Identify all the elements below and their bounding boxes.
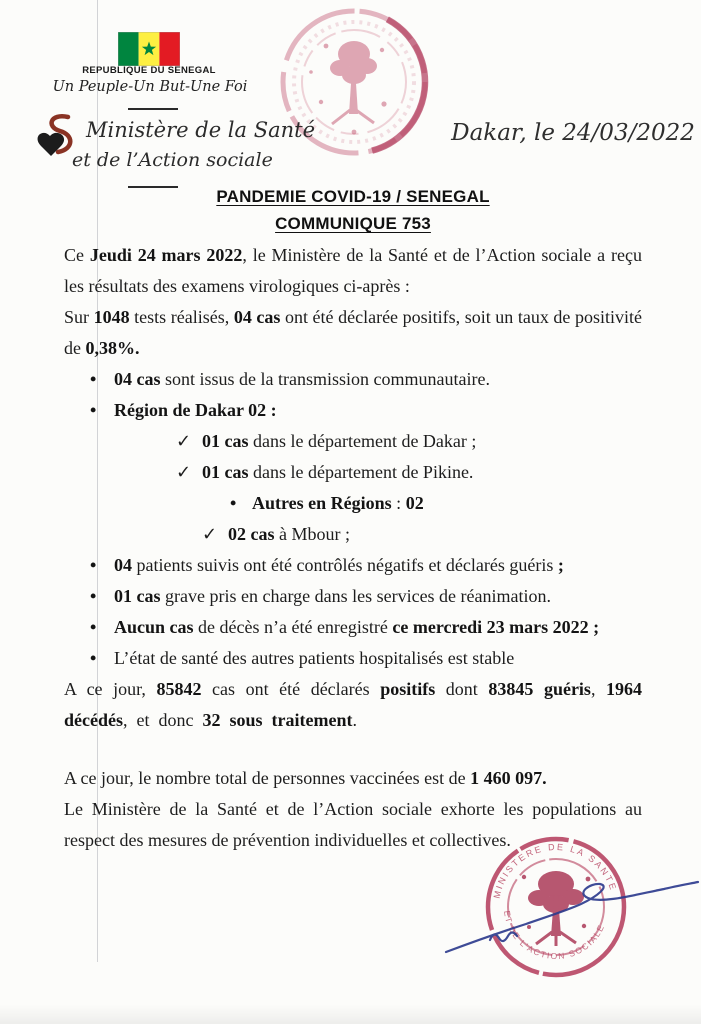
list-item-text: 01 cas dans le département de Dakar ; — [202, 431, 477, 451]
paragraph-totals: A ce jour, 85842 cas ont été déclarés positifs dont 83845 guéris, 1964 décédés, et donc 32 sous traitement. — [64, 679, 643, 730]
stamp-ring-text-bottom: ET DE L’ACTION SOCIALE — [502, 909, 607, 962]
list-item-text: Aucun cas de décès n’a été enregistré ce mercredi 23 mars 2022 ; — [114, 617, 600, 637]
check-marker: ✓ — [176, 462, 192, 483]
list-item-text: 04 cas sont issus de la transmission communautaire. — [114, 369, 490, 389]
document-subtitle: COMMUNIQUE 753 — [275, 214, 431, 233]
senegal-flag-icon — [118, 32, 180, 66]
bullet-marker: • — [90, 400, 97, 420]
date-line: Dakar, le 24/03/2022 — [451, 120, 695, 146]
check-marker: ✓ — [202, 524, 218, 545]
signature-icon — [418, 848, 701, 973]
list-item — [64, 519, 642, 550]
list-item — [64, 550, 642, 581]
list-item-text: Région de Dakar 02 : — [114, 400, 277, 420]
bullet-marker: • — [90, 617, 97, 637]
separator-line — [128, 108, 178, 110]
list-item-text: 02 cas à Mbour ; — [228, 524, 350, 544]
list-item — [64, 395, 642, 426]
bullet-marker: • — [90, 648, 97, 668]
bullet-marker: • — [90, 369, 97, 389]
list-item — [64, 457, 642, 488]
list-item-text: 04 patients suivis ont été contrôlés négatifs et déclarés guéris ; — [114, 555, 564, 575]
list-item — [64, 581, 642, 612]
ministry-name-line2: et de l’Action sociale — [72, 149, 273, 171]
list-item — [64, 612, 642, 643]
national-motto: Un Peuple-Un But-Une Foi — [52, 79, 248, 95]
list-item-text: 01 cas dans le département de Pikine. — [202, 462, 474, 482]
list-item — [64, 488, 642, 519]
list-item — [64, 643, 642, 674]
paragraph-exhortation: Le Ministère de la Santé et de l’Action sociale exhorte les populations au respect des mesures de prévention individuelles et collectives. — [64, 799, 642, 850]
round-stamp-top-icon — [266, 2, 438, 170]
paragraph-tests: Sur 1048 tests réalisés, 04 cas ont été déclarée positifs, soit un taux de positivité de 0,38%. — [64, 307, 642, 358]
stamp-ring-text-top: MINISTERE DE LA SANTE — [491, 841, 619, 900]
list-item-text: Autres en Régions : 02 — [252, 493, 424, 513]
republic-title: REPUBLIQUE DU SENEGAL — [82, 65, 216, 76]
list-item — [64, 364, 642, 395]
paragraph-intro: Ce Jeudi 24 mars 2022, le Ministère de la Santé et de l’Action sociale a reçu les résultats des examens virologiques ci-après : — [64, 245, 642, 296]
bullet-marker: • — [90, 586, 97, 606]
list-item-text: L’état de santé des autres patients hospitalisés est stable — [114, 648, 515, 668]
communique-body — [64, 186, 642, 856]
bullet-marker: • — [230, 493, 237, 513]
list-item — [64, 426, 642, 457]
bullet-marker: • — [90, 555, 97, 575]
ministry-name-line1: Ministère de la Santé — [86, 118, 316, 142]
document-title: PANDEMIE COVID-19 / SENEGAL — [216, 187, 490, 206]
paragraph-vaccination: A ce jour, le nombre total de personnes vaccinées est de 1 460 097. — [64, 768, 547, 788]
list-item-text: 01 cas grave pris en charge dans les services de réanimation. — [114, 586, 552, 606]
check-marker: ✓ — [176, 431, 192, 452]
